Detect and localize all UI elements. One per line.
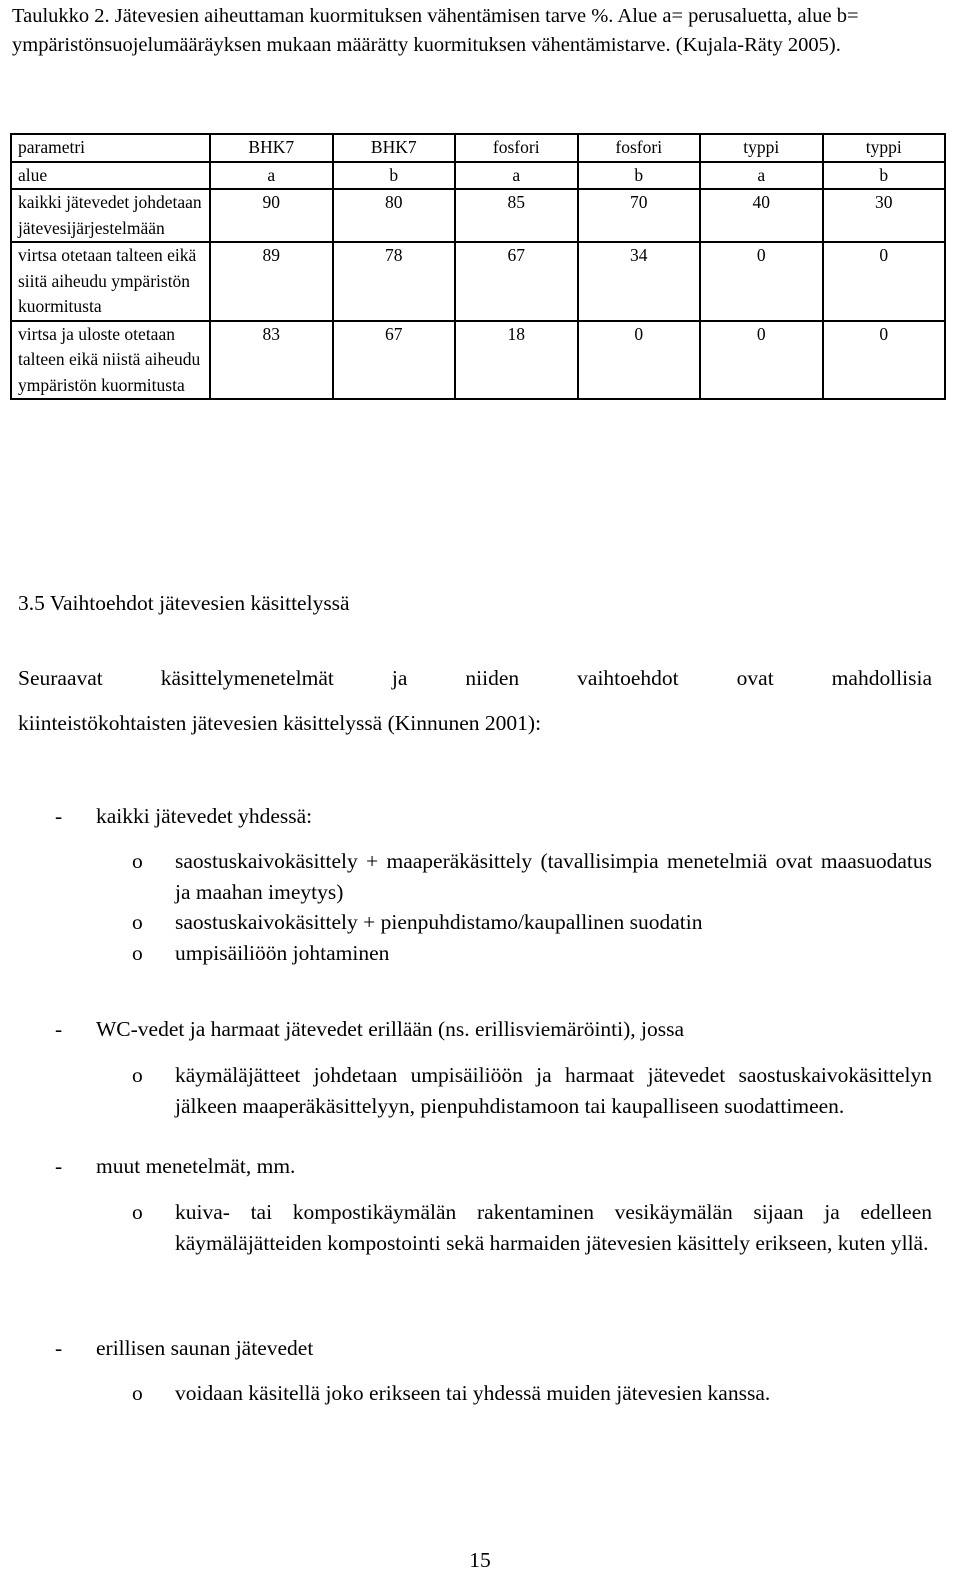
bullet-marker: o <box>132 910 143 934</box>
table-cell: 40 <box>700 189 823 242</box>
sub-item-text: saostuskaivokäsittely + maaperäkäsittely (tavallisimpia menetelmiä ovat maasuodatus ja maahan imeytys) <box>175 849 932 904</box>
row-label: kaikki jätevedet johdetaan jätevesijärjestelmään <box>11 189 210 242</box>
bullet-marker: o <box>132 1063 143 1087</box>
area-cell: a <box>700 162 823 190</box>
bullet-marker: o <box>132 849 143 873</box>
table-cell: 67 <box>333 321 456 400</box>
table-cell: 18 <box>455 321 578 400</box>
table-cell: 0 <box>823 242 946 321</box>
sub-item-text: käymäläjätteet johdetaan umpisäiliöön ja harmaat jätevedet saostuskaivokäsittelyn jälkeen maaperäkäsittelyyn, pienpuhdistamoon tai kaupalliseen suodattimeen. <box>175 1063 932 1118</box>
table-cell: 0 <box>823 321 946 400</box>
intro-paragraph <box>18 656 932 746</box>
table-row <box>11 242 945 321</box>
table-cell: 34 <box>578 242 701 321</box>
table-cell: 89 <box>210 242 333 321</box>
sub-list-item <box>132 938 932 969</box>
load-reduction-table <box>10 133 946 400</box>
area-cell: alue <box>11 162 210 190</box>
intro-line: Seuraavat käsittelymenetelmät ja niiden vaihtoehdot ovat mahdollisia <box>18 666 932 690</box>
sub-item-text: saostuskaivokäsittely + pienpuhdistamo/kaupallinen suodatin <box>175 910 703 934</box>
sub-list-item <box>132 1060 932 1121</box>
section-heading: 3.5 Vaihtoehdot jätevesien käsittelyssä <box>18 591 350 615</box>
header-cell: fosfori <box>455 134 578 162</box>
table-cell: 0 <box>578 321 701 400</box>
area-cell: b <box>578 162 701 190</box>
header-cell: fosfori <box>578 134 701 162</box>
table-cell: 83 <box>210 321 333 400</box>
header-cell: parametri <box>11 134 210 162</box>
page-number: 15 <box>469 1548 491 1572</box>
header-cell: BHK7 <box>333 134 456 162</box>
list-item-label: kaikki jätevedet yhdessä: <box>96 804 313 828</box>
table-cell: 90 <box>210 189 333 242</box>
area-cell: a <box>210 162 333 190</box>
header-cell: BHK7 <box>210 134 333 162</box>
table-cell: 0 <box>700 321 823 400</box>
list-item <box>55 801 312 831</box>
table-area-row <box>11 162 945 190</box>
bullet-marker: o <box>132 941 143 965</box>
sub-list-item <box>132 907 932 938</box>
table-cell: 70 <box>578 189 701 242</box>
header-cell: typpi <box>823 134 946 162</box>
list-item <box>55 1151 295 1181</box>
bullet-marker: o <box>132 1381 143 1405</box>
sub-item-text: kuiva- tai kompostikäymälän rakentaminen vesikäymälän sijaan ja edelleen käymäläjätteiden kompostointi sekä harmaiden jätevesien käsittely erikseen, kuten yllä. <box>175 1200 932 1255</box>
list-item <box>55 1014 684 1044</box>
table-cell: 30 <box>823 189 946 242</box>
area-cell: b <box>823 162 946 190</box>
table-row <box>11 189 945 242</box>
sub-item-text: umpisäiliöön johtaminen <box>175 941 390 965</box>
dash-marker: - <box>55 1154 63 1178</box>
sub-list-item <box>132 846 932 907</box>
sub-item-text: voidaan käsitellä joko erikseen tai yhdessä muiden jätevesien kanssa. <box>175 1381 771 1405</box>
row-label: virtsa ja uloste otetaan talteen eikä niistä aiheudu ympäristön kuormitusta <box>11 321 210 400</box>
list-item-label: erillisen saunan jätevedet <box>96 1336 314 1360</box>
intro-line: kiinteistökohtaisten jätevesien käsittelyssä (Kinnunen 2001): <box>18 711 542 735</box>
dash-marker: - <box>55 1017 63 1041</box>
dash-marker: - <box>55 804 63 828</box>
area-cell: b <box>333 162 456 190</box>
area-cell: a <box>455 162 578 190</box>
dash-marker: - <box>55 1336 63 1360</box>
header-cell: typpi <box>700 134 823 162</box>
table-header-row <box>11 134 945 162</box>
bullet-marker: o <box>132 1200 143 1224</box>
table-cell: 80 <box>333 189 456 242</box>
table-caption: Taulukko 2. Jätevesien aiheuttaman kuormituksen vähentämisen tarve %. Alue a= perusaluetta, alue b= ympäristönsuojelumääräyksen mukaan määrätty kuormituksen vähentämistarve. (Kujala-Räty 2005). <box>12 5 859 56</box>
row-label: virtsa otetaan talteen eikä siitä aiheudu ympäristön kuormitusta <box>11 242 210 321</box>
sub-list-item <box>132 1378 932 1409</box>
table-cell: 78 <box>333 242 456 321</box>
table-cell: 0 <box>700 242 823 321</box>
table-cell: 85 <box>455 189 578 242</box>
list-item-label: WC-vedet ja harmaat jätevedet erillään (ns. erillisviemäröinti), jossa <box>96 1017 685 1041</box>
table-row <box>11 321 945 400</box>
list-item-label: muut menetelmät, mm. <box>96 1154 296 1178</box>
sub-list-item <box>132 1197 932 1258</box>
list-item <box>55 1333 313 1363</box>
table-cell: 67 <box>455 242 578 321</box>
